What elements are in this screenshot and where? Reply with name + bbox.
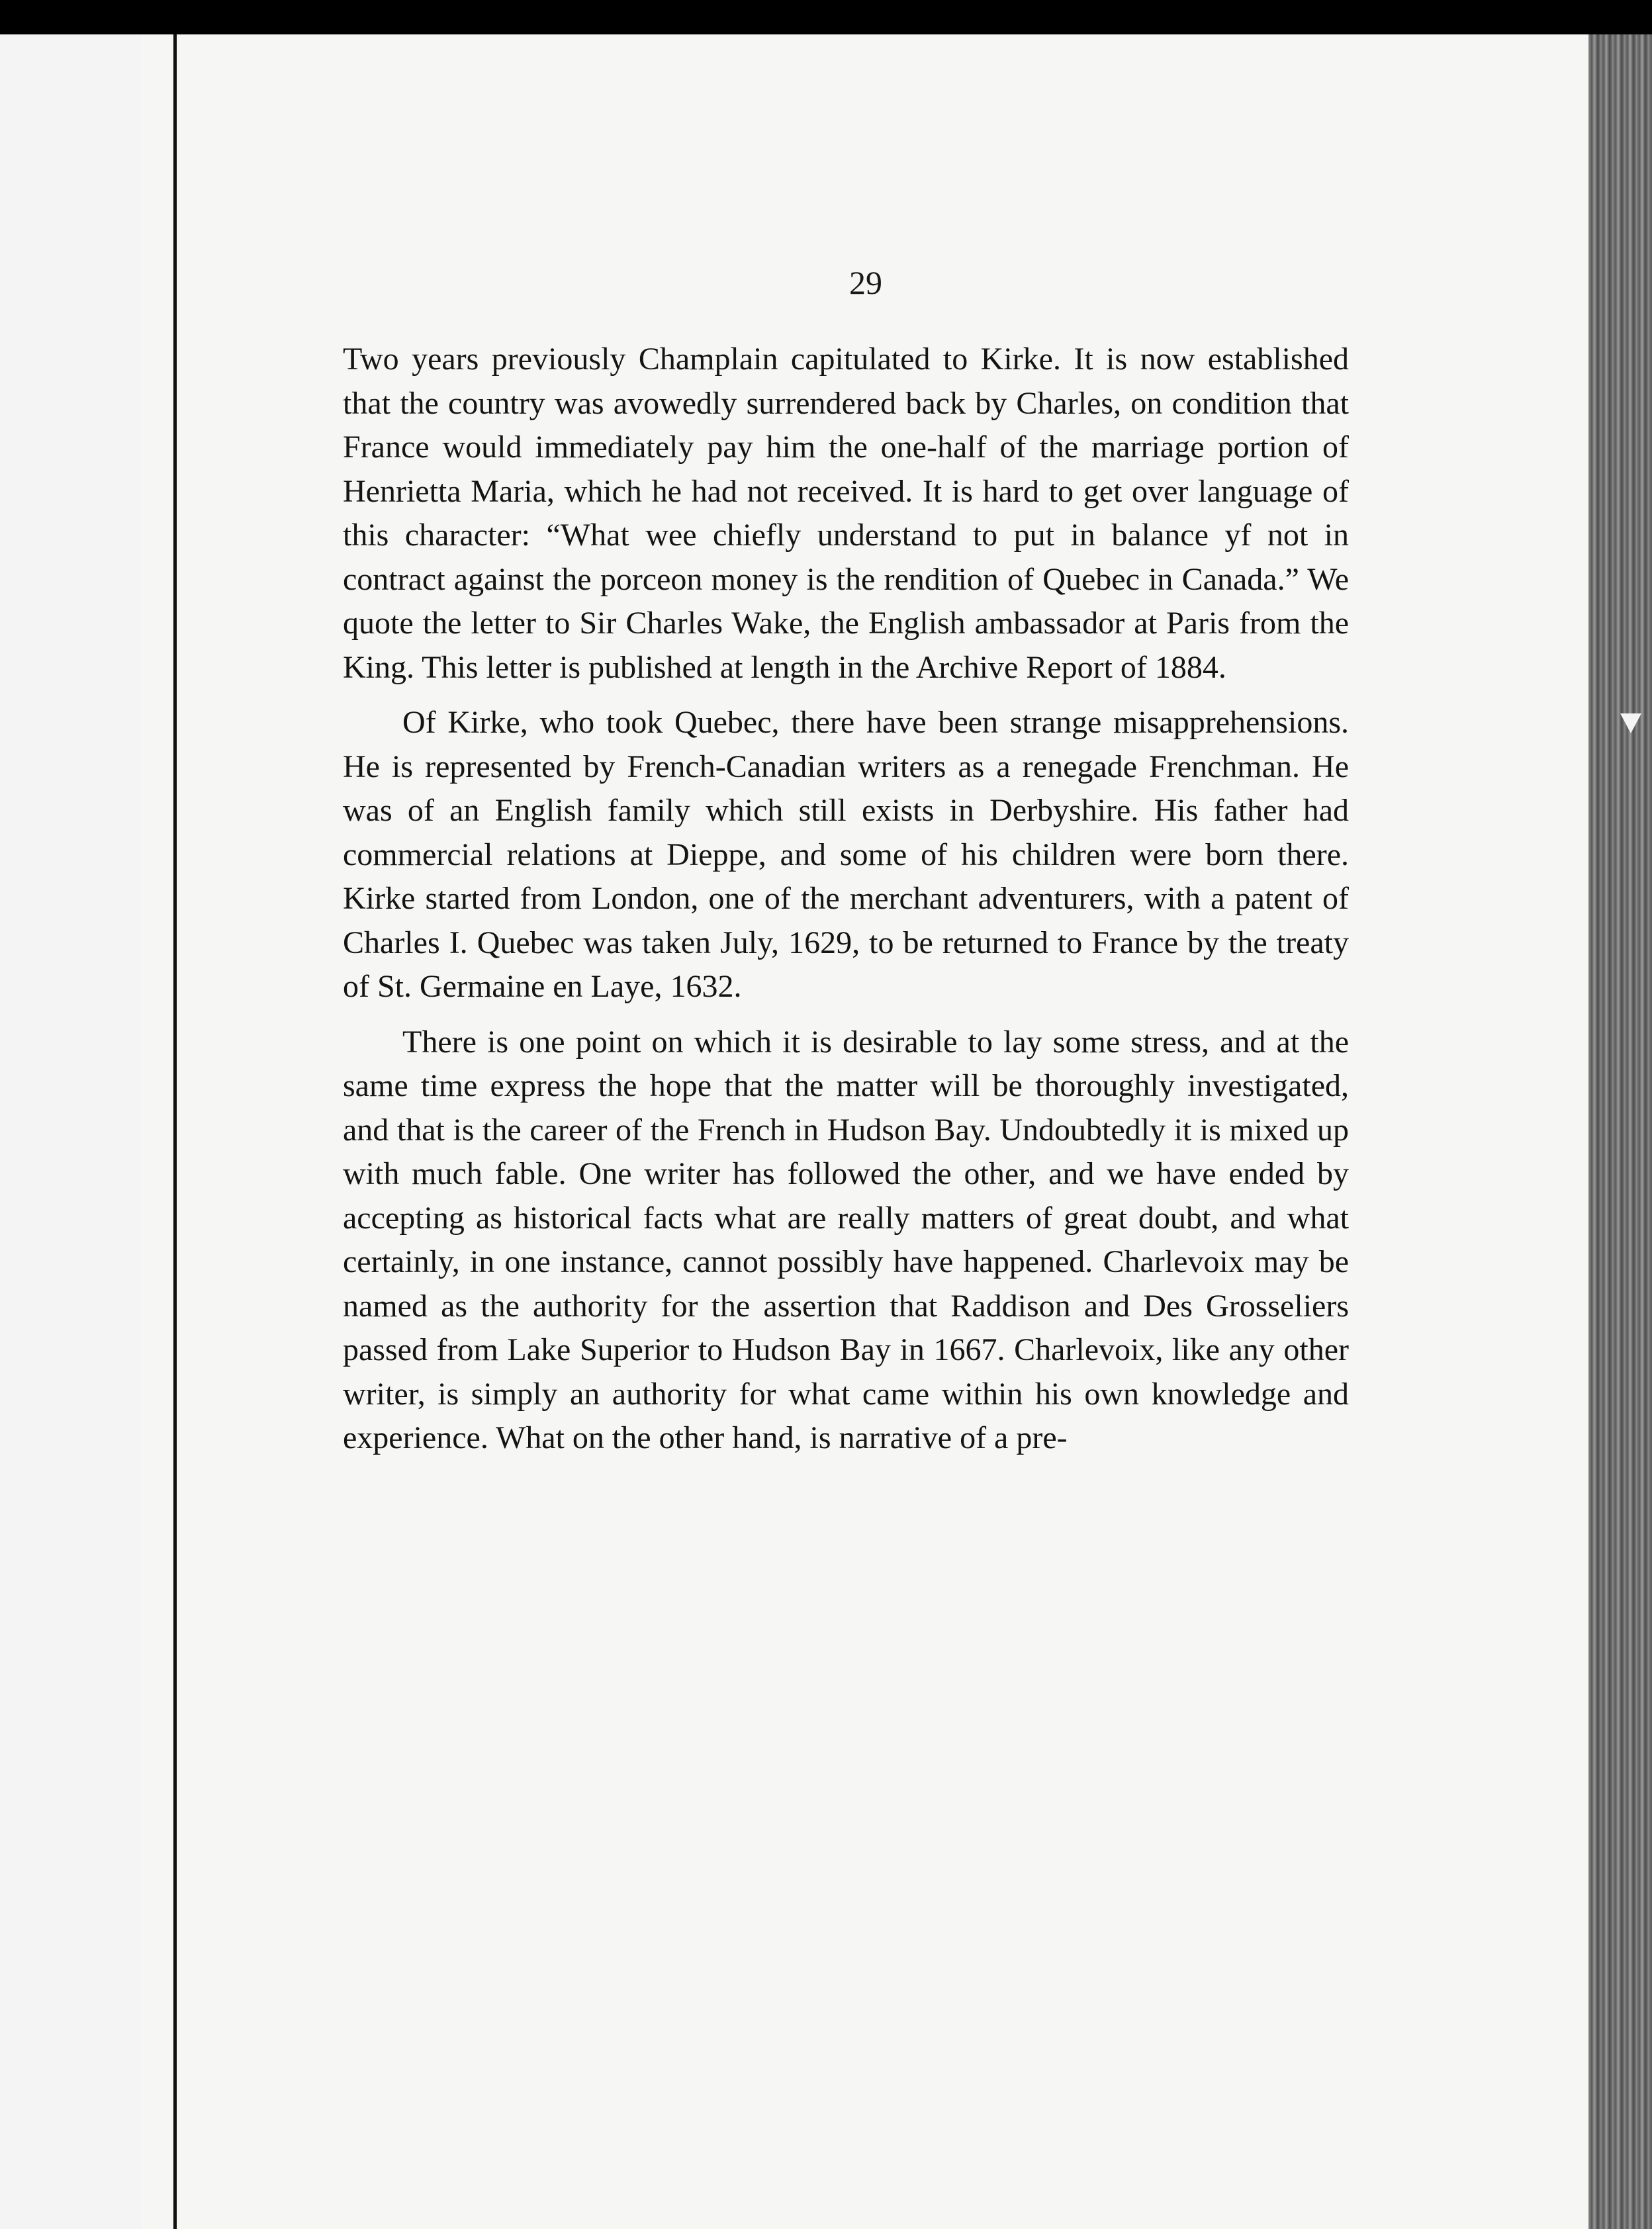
paragraph-1: Two years previously Champlain capitulated to Kirke. It is now established that the country was avowedly surrendered back by Charles, on condition that France would immediately pay him the one-half of the marriage portion of Henrietta Maria, which he had not received. It is hard to get over language of this character: “What wee chiefly understand to put in balance yf not in contract against the porceon money is the rendition of Quebec in Canada.” We quote the letter to Sir Charles Wake, the English ambassador at Paris from the King. This letter is published at length in the Archive Report of 1884. <box>343 341 1349 685</box>
paragraph-2: Of Kirke, who took Quebec, there have been strange misapprehensions. He is represented by French-Canadian writers as a renegade Frenchman. He was of an English family which still exists in Derbyshire. His father had commercial relations at Dieppe, and some of his children were born there. Kirke started from London, one of the merchant adventurers, with a patent of Charles I. Quebec was taken July, 1629, to be returned to France by the treaty of St. Germaine en Laye, 1632. <box>343 705 1349 1004</box>
paragraph-3: There is one point on which it is desirable to lay some stress, and at the same time express the hope that the matter will be thoroughly investigated, and that is the career of the French in Hudson Bay. Undoubtedly it is mixed up with much fable. One writer has followed the other, and we have ended by accepting as historical facts what are really matters of great doubt, and what certainly, in one instance, cannot possibly have happened. Charlevoix may be named as the authority for the assertion that Raddison and Des Grosseliers passed from Lake Superior to Hudson Bay in 1667. Charlevoix, like any other writer, is simply an authority for what came within his own knowledge and experience. What on the other hand, is narrative of a pre- <box>343 1024 1349 1455</box>
scan-top-border <box>0 0 1652 34</box>
body-text <box>343 338 1349 1472</box>
scan-left-margin <box>0 34 144 2229</box>
page-left-edge-line <box>173 34 177 2229</box>
binding-notch <box>1620 713 1641 733</box>
page-number: 29 <box>849 264 882 301</box>
book-binding-edge <box>1588 34 1652 2229</box>
